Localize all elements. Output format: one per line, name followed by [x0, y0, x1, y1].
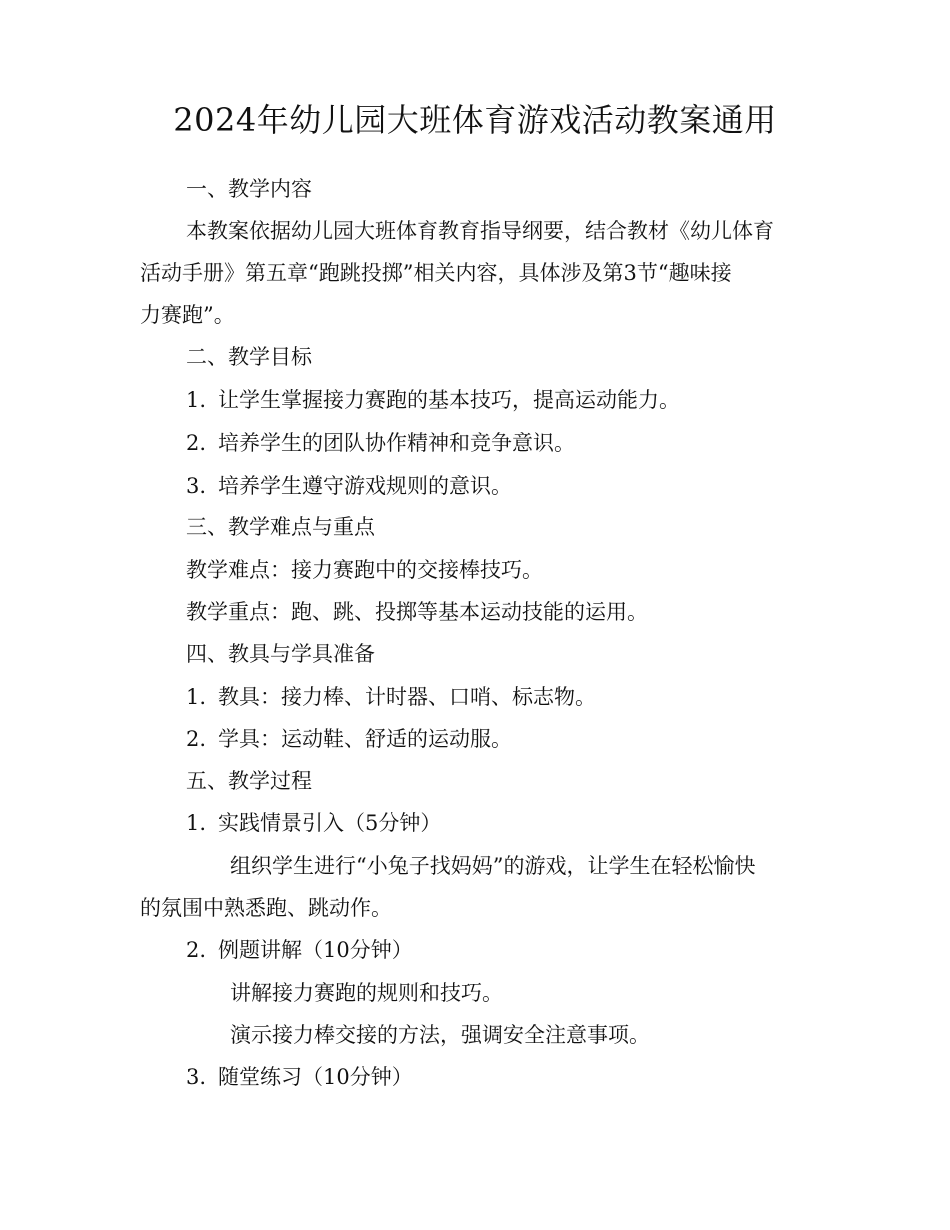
- list-item-number: 2.: [186, 938, 207, 962]
- list-item: [186, 682, 596, 712]
- paragraph-line: 组织学生进行“小兔子找妈妈”的游戏，让学生在轻松愉快: [230, 854, 756, 878]
- section-heading-materials: 四、教具与学具准备: [186, 642, 375, 666]
- list-item-text: 教具：接力棒、计时器、口哨、标志物。: [218, 685, 596, 709]
- list-item-text: 随堂练习（10分钟）: [218, 1065, 413, 1089]
- list-item: [186, 935, 413, 965]
- list-item-text: 例题讲解（10分钟）: [218, 938, 413, 962]
- list-item-number: 1.: [186, 388, 207, 412]
- list-item: [186, 808, 441, 838]
- paragraph-line: 讲解接力赛跑的规则和技巧。: [230, 981, 503, 1005]
- list-item: [186, 385, 680, 415]
- list-item-number: 3.: [186, 474, 207, 498]
- list-item: [186, 724, 512, 754]
- list-item: [186, 471, 512, 501]
- section-heading-content: 一、教学内容: [186, 177, 312, 201]
- list-item-number: 1.: [186, 811, 207, 835]
- list-item-text: 实践情景引入（5分钟）: [218, 811, 442, 835]
- list-item-text: 学具：运动鞋、舒适的运动服。: [218, 727, 512, 751]
- paragraph-line: 力赛跑”。: [140, 303, 235, 327]
- document-title: 2024年幼儿园大班体育游戏活动教案通用: [173, 101, 777, 139]
- list-item-number: 2.: [186, 727, 207, 751]
- section-heading-difficulty: 三、教学难点与重点: [186, 515, 375, 539]
- paragraph-line: 演示接力棒交接的方法，强调安全注意事项。: [230, 1023, 650, 1047]
- list-item-text: 让学生掌握接力赛跑的基本技巧，提高运动能力。: [218, 388, 680, 412]
- list-item-number: 1.: [186, 685, 207, 709]
- list-item-text: 培养学生的团队协作精神和竞争意识。: [218, 431, 575, 455]
- paragraph-line: 本教案依据幼儿园大班体育教育指导纲要，结合教材《幼儿体育: [186, 219, 774, 243]
- paragraph-line: 活动手册》第五章“跑跳投掷”相关内容，具体涉及第3节“趣味接: [140, 261, 732, 285]
- section-heading-goals: 二、教学目标: [186, 345, 312, 369]
- paragraph-line: 的氛围中熟悉跑、跳动作。: [140, 896, 392, 920]
- list-item-text: 培养学生遵守游戏规则的意识。: [218, 474, 512, 498]
- key-point-line: 教学重点：跑、跳、投掷等基本运动技能的运用。: [186, 600, 648, 624]
- section-heading-process: 五、教学过程: [186, 769, 312, 793]
- list-item-number: 3.: [186, 1065, 207, 1089]
- difficulty-line: 教学难点：接力赛跑中的交接棒技巧。: [186, 558, 543, 582]
- list-item: [186, 428, 575, 458]
- list-item: [186, 1062, 413, 1092]
- list-item-number: 2.: [186, 431, 207, 455]
